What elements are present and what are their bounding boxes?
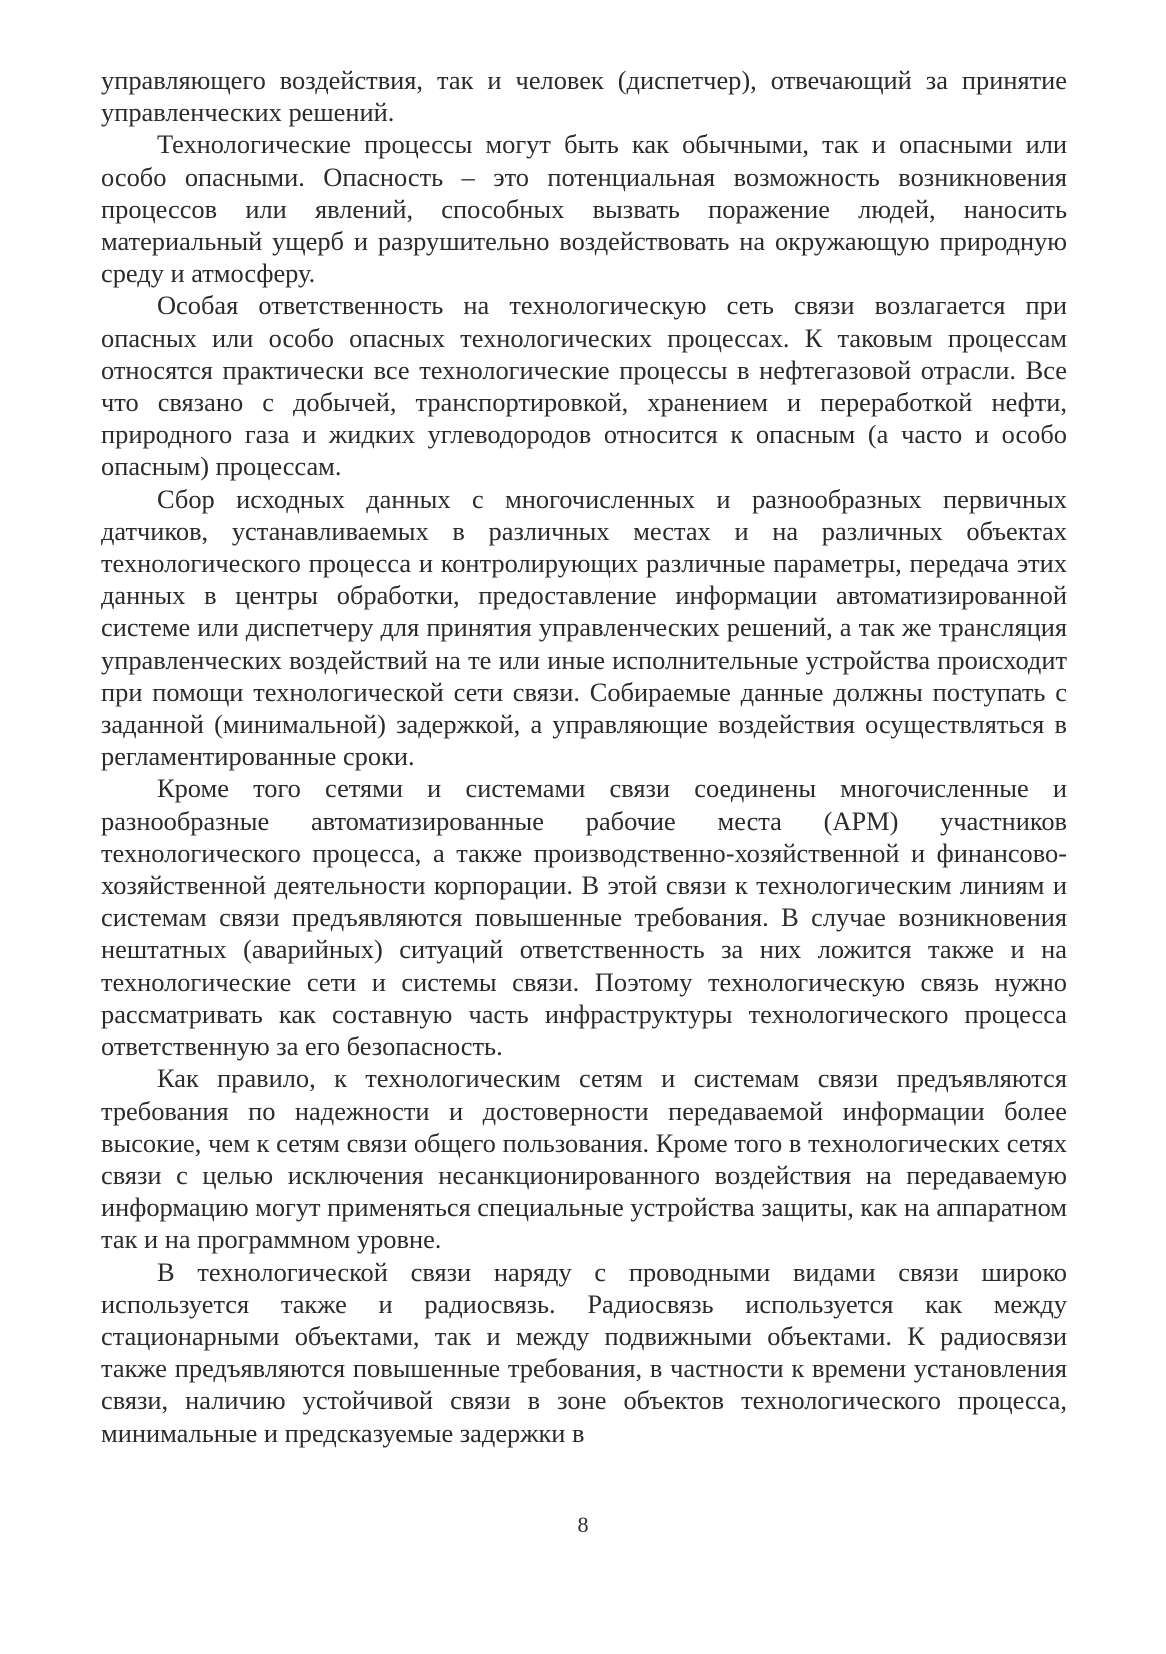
paragraph-reliability-requirements: Как правило, к технологическим сетям и системам связи предъявляются требования по надежности и достоверности передаваемой информации более высокие, чем к сетям связи общего пользования. Кроме того в технологических сетях связи с целью исключения несанкционированного воздействия на передаваемую информацию могут применяться специальные устройства защиты, как на аппаратном так и на программном уровне. — [101, 1063, 1068, 1255]
body-text — [101, 64, 1067, 1449]
paragraph-special-responsibility: Особая ответственность на технологическую сеть связи возлагается при опасных или особо опасных технологических процессах. К таковым процессам относятся практически все технологические процессы в нефтегазовой отрасли. Все что связано с добычей, транспортировкой, хранением и переработкой нефти, природного газа и жидких углеводородов относится к опасным (а часто и особо опасным) процессам. — [101, 290, 1067, 482]
paragraph-workstations: Кроме того сетями и системами связи соединены многочисленные и разнообразные автоматизированные рабочие места (АРМ) участников технологического процесса, а также производственно-хозяйственной и финансово-хозяйственной деятельности корпорации. В этой связи к технологическим линиям и системам связи предъявляются повышенные требования. В случае возникновения нештатных (аварийных) ситуаций ответственность за них ложится также и на технологические сети и системы связи. Поэтому технологическую связь нужно рассматривать как составную часть инфраструктуры технологического процесса ответственную за его безопасность. — [101, 773, 1067, 1062]
paragraph-hazard-definition: Технологические процессы могут быть как обычными, так и опасными или особо опасными. Опасность – это потенциальная возможность возникновения процессов или явлений, способных вызвать поражение людей, наносить материальный ущерб и разрушительно воздействовать на окружающую природную среду и атмосферу. — [101, 129, 1067, 289]
paragraph-data-collection: Сбор исходных данных с многочисленных и разнообразных первичных датчиков, устанавливаемых в различных местах и на различных объектах технологического процесса и контролирующих различные параметры, передача этих данных в центры обработки, предоставление информации автоматизированной системе или диспетчеру для принятия управленческих решений, а так же трансляция управленческих воздействий на те или иные исполнительные устройства происходит при помощи технологической сети связи. Собираемые данные должны поступать с заданной (минимальной) задержкой, а управляющие воздействия осуществляться в регламентированные сроки. — [101, 483, 1067, 772]
paragraph-continuation: управляющего воздействия, так и человек (диспетчер), отвечающий за принятие управленческих решений. — [101, 65, 1067, 128]
paragraph-radio-communication: В технологической связи наряду с проводными видами связи широко используется также и радиосвязь. Радиосвязь используется как между стационарными объектами, так и между подвижными объектами. К радиосвязи также предъявляются повышенные требования, в частности к времени установления связи, наличию устойчивой связи в зоне объектов технологического процесса, минимальные и предсказуемые задержки в — [101, 1256, 1067, 1448]
page-number: 8 — [577, 1512, 589, 1537]
